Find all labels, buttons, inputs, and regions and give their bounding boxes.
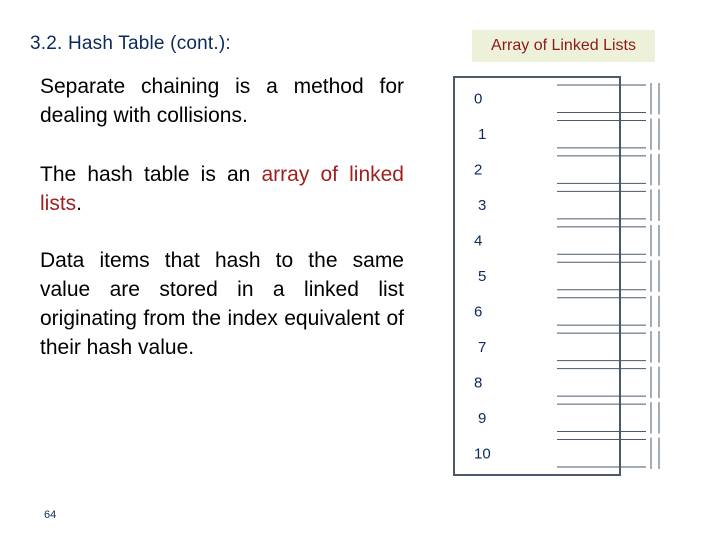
paragraph-text: . [76,192,83,215]
index-label: 9 [478,409,487,427]
index-label: 10 [474,445,491,463]
paragraph-text: The hash table is an [40,163,262,186]
slide-title: 3.2. Hash Table (cont.): [30,33,231,54]
highlight-term: array of linked lists [40,163,404,215]
index-label: 5 [478,268,487,285]
index-label: 7 [478,338,487,356]
index-label: 3 [478,197,487,215]
diagram-caption: Array of Linked Lists [472,30,655,62]
page-number: 64 [44,509,57,521]
index-label: 6 [474,303,483,321]
index-label: 4 [474,232,483,250]
index-label: 0 [474,90,483,108]
index-label: 2 [474,161,483,179]
paragraph-data-items: Data items that hash to the same value are stored in a linked list originating from the index equivalent of their hash value. [40,249,404,359]
index-label: 1 [478,126,487,144]
index-label: 8 [474,374,483,392]
paragraph-separate-chaining: Separate chaining is a method for dealing with collisions. [40,75,404,127]
